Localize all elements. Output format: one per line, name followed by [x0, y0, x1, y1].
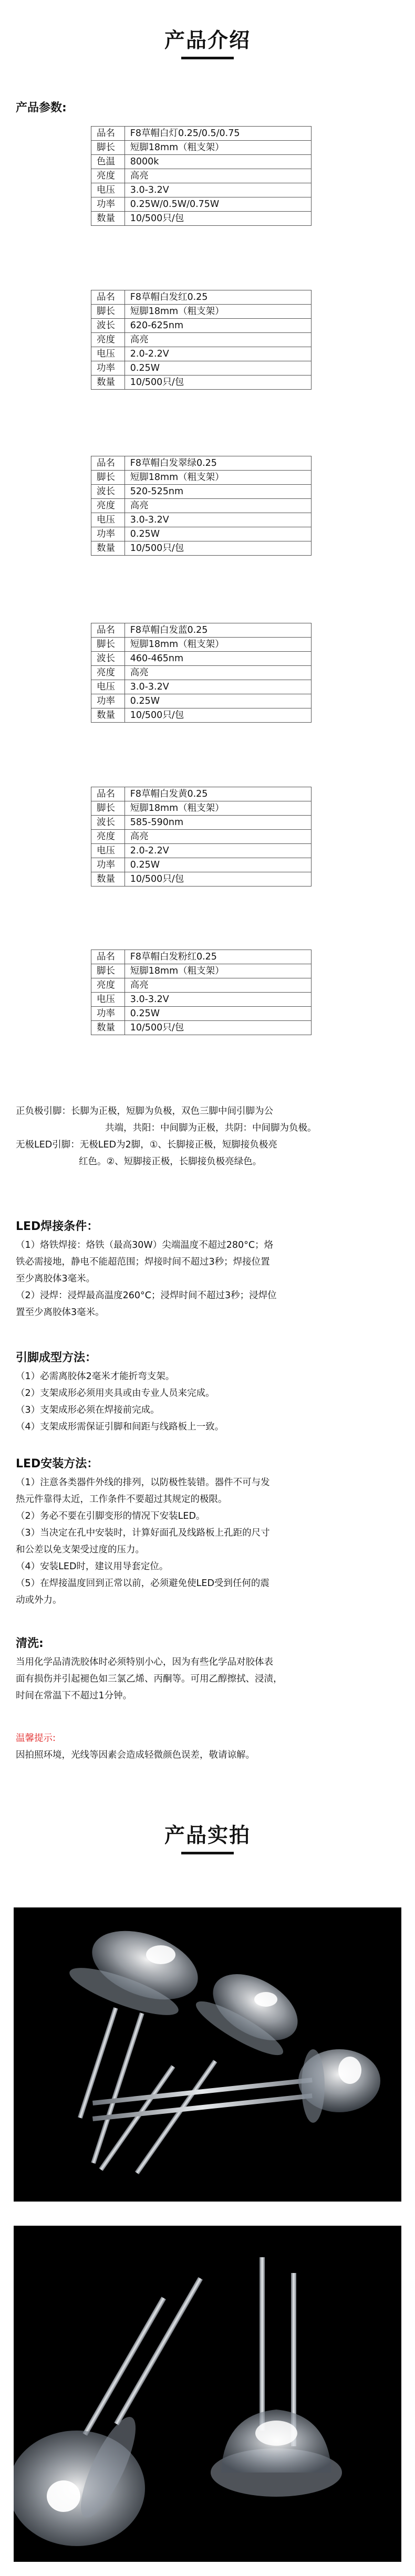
- spec-row: [91, 964, 312, 978]
- spec-key: 脚长: [91, 638, 125, 652]
- spec-value: 10/500只/包: [124, 376, 311, 390]
- spec-row: [91, 541, 312, 556]
- spec-value: 2.0-2.2V: [124, 844, 311, 858]
- spec-row: [91, 858, 312, 872]
- spec-key: 亮度: [91, 978, 125, 993]
- spec-table-green: [91, 456, 312, 556]
- install-title: LED安装方法：: [16, 1457, 99, 1470]
- spec-row: [91, 708, 312, 723]
- spec-value: 短脚18mm（粗支架）: [124, 141, 311, 155]
- spec-key: 脚长: [91, 964, 125, 978]
- spec-key: 功率: [91, 858, 125, 872]
- spec-value: 8000k: [124, 155, 311, 169]
- spec-key: 数量: [91, 212, 125, 226]
- spec-row: [91, 666, 312, 680]
- spec-key: 波长: [91, 485, 125, 499]
- polarity-line: 红色。②、短脚接正极，长脚接负极亮绿色。: [79, 1156, 262, 1167]
- spec-row: [91, 361, 312, 376]
- title-underline: [181, 1852, 234, 1854]
- spec-row: [91, 787, 312, 801]
- clean-line: 面有损伤并引起褪色如三氯乙烯、丙酮等。可用乙醇擦拭、浸渍，: [16, 1674, 283, 1684]
- spec-row: [91, 652, 312, 666]
- section-title-intro: 产品介绍: [164, 29, 251, 53]
- led-photo-1: [14, 1907, 401, 2202]
- spec-value: 0.25W: [124, 694, 311, 708]
- spec-row: [91, 801, 312, 816]
- install-line: （1）注意各类器件外线的排列，以防极性装错。器件不可与发: [16, 1477, 270, 1488]
- spec-value: 3.0-3.2V: [124, 513, 311, 527]
- spec-row: [91, 950, 312, 964]
- spec-value: 高亮: [124, 169, 311, 183]
- spec-value: 620-625nm: [124, 319, 311, 333]
- spec-row: [91, 471, 312, 485]
- spec-value: F8草帽白发翠绿0.25: [124, 456, 311, 471]
- spec-key: 数量: [91, 541, 125, 556]
- spec-table-blue: [91, 623, 312, 723]
- spec-value: 短脚18mm（粗支架）: [124, 964, 311, 978]
- spec-row: [91, 680, 312, 694]
- spec-value: F8草帽白发蓝0.25: [124, 623, 311, 638]
- spec-value: 3.0-3.2V: [124, 183, 311, 197]
- spec-row: [91, 978, 312, 993]
- spec-key: 电压: [91, 513, 125, 527]
- lead-line: （2）支架成形必须用夹具或由专业人员来完成。: [16, 1388, 215, 1399]
- polarity-line: 无极LED引脚：无极LED为2脚，①、长脚接正极，短脚接负极亮: [16, 1140, 277, 1150]
- spec-value: 10/500只/包: [124, 708, 311, 723]
- spec-value: 0.25W: [124, 1007, 311, 1021]
- spec-key: 电压: [91, 993, 125, 1007]
- install-line: （5）在焊接温度回到正常以前，必须避免使LED受到任何的震: [16, 1578, 269, 1589]
- spec-key: 数量: [91, 708, 125, 723]
- spec-row: [91, 169, 312, 183]
- spec-value: 10/500只/包: [124, 872, 311, 887]
- spec-key: 功率: [91, 694, 125, 708]
- spec-value: F8草帽白发红0.25: [124, 290, 311, 305]
- led-left: [65, 1918, 208, 2164]
- spec-key: 亮度: [91, 830, 125, 844]
- spec-row: [91, 155, 312, 169]
- spec-value: 585-590nm: [124, 816, 311, 830]
- spec-key: 脚长: [91, 801, 125, 816]
- spec-value: 10/500只/包: [124, 541, 311, 556]
- spec-row: [91, 319, 312, 333]
- clean-title: 清洗:: [16, 1637, 44, 1650]
- spec-table-pink: [91, 950, 312, 1035]
- spec-key: 品名: [91, 623, 125, 638]
- install-line: （3）当决定在孔中安装时，计算好面孔及线路板上孔距的尺寸: [16, 1528, 270, 1538]
- spec-key: 色温: [91, 155, 125, 169]
- spec-value: 高亮: [124, 830, 311, 844]
- spec-key: 数量: [91, 1021, 125, 1035]
- product-photo-1: [14, 1907, 401, 2202]
- spec-value: 短脚18mm（粗支架）: [124, 801, 311, 816]
- spec-value: 0.25W: [124, 361, 311, 376]
- spec-value: 高亮: [124, 333, 311, 347]
- spec-row: [91, 127, 312, 141]
- install-line: 热元件靠得太近，工作条件不要超过其规定的极限。: [16, 1494, 227, 1505]
- spec-key: 亮度: [91, 499, 125, 513]
- polarity-notes: [16, 1103, 404, 1170]
- spec-key: 亮度: [91, 169, 125, 183]
- section-title-photos: 产品实拍: [164, 1824, 251, 1848]
- spec-value: 0.25W: [124, 527, 311, 541]
- spec-row: [91, 305, 312, 319]
- spec-key: 功率: [91, 197, 125, 212]
- params-label: 产品参数:: [16, 101, 67, 114]
- spec-row: [91, 694, 312, 708]
- spec-key: 波长: [91, 652, 125, 666]
- spec-value: 460-465nm: [124, 652, 311, 666]
- spec-row: [91, 872, 312, 887]
- spec-row: [91, 844, 312, 858]
- spec-row: [91, 212, 312, 226]
- lead-section: [16, 1349, 404, 1435]
- spec-value: F8草帽白发粉红0.25: [124, 950, 311, 964]
- weld-line: 铁必需接地，静电不能超范围；焊接时间不超过3秒；焊接位置: [16, 1257, 270, 1267]
- spec-key: 亮度: [91, 666, 125, 680]
- spec-key: 波长: [91, 816, 125, 830]
- spec-value: 0.25W: [124, 858, 311, 872]
- spec-row: [91, 333, 312, 347]
- install-line: （4）安装LED时，建议用导套定位。: [16, 1561, 169, 1572]
- led-right: [92, 2049, 380, 2123]
- tip-title: 温馨提示:: [16, 1733, 56, 1744]
- spec-value: 10/500只/包: [124, 1021, 311, 1035]
- spec-row: [91, 830, 312, 844]
- spec-key: 功率: [91, 1007, 125, 1021]
- install-line: （2）务必不要在引脚变形的情况下安装LED。: [16, 1511, 205, 1521]
- clean-line: 时间在常温下不超过1分钟。: [16, 1691, 132, 1701]
- spec-row: [91, 485, 312, 499]
- spec-key: 电压: [91, 680, 125, 694]
- spec-row: [91, 1007, 312, 1021]
- spec-key: 品名: [91, 127, 125, 141]
- spec-key: 品名: [91, 787, 125, 801]
- weld-line: 置至少离胶体3毫米。: [16, 1307, 105, 1318]
- spec-row: [91, 499, 312, 513]
- led-upright: [211, 2257, 342, 2497]
- led-photo-2: [14, 2226, 401, 2562]
- lead-line: （1）必需离胶体2毫米才能折弯支架。: [16, 1371, 175, 1382]
- spec-key: 品名: [91, 456, 125, 471]
- lead-line: （3）支架成形必须在焊接前完成。: [16, 1405, 160, 1415]
- spec-key: 电压: [91, 183, 125, 197]
- lead-line: （4）支架成形需保证引脚和间距与线路板上一致。: [16, 1422, 224, 1432]
- clean-line: 当用化学品清洗胶体时必须特别小心，因为有些化学品对胶体表: [16, 1657, 273, 1667]
- spec-row: [91, 816, 312, 830]
- install-line: 动或外力。: [16, 1595, 62, 1605]
- spec-value: 高亮: [124, 499, 311, 513]
- spec-value: 高亮: [124, 978, 311, 993]
- polarity-line: 共端，共阳：中间脚为正极，共阴：中间脚为负极。: [105, 1123, 317, 1133]
- spec-table-white: [91, 126, 312, 226]
- spec-row: [91, 290, 312, 305]
- weld-line: 至少离胶体3毫米。: [16, 1274, 96, 1284]
- install-line: 和公差以免支架受过度的压力。: [16, 1545, 144, 1555]
- spec-key: 数量: [91, 872, 125, 887]
- spec-key: 脚长: [91, 471, 125, 485]
- spec-value: 520-525nm: [124, 485, 311, 499]
- spec-value: 0.25W/0.5W/0.75W: [124, 197, 311, 212]
- spec-value: F8草帽白发黄0.25: [124, 787, 311, 801]
- tip-line: 因拍照环境，光线等因素会造成轻微颜色误差，敬请谅解。: [16, 1750, 255, 1760]
- spec-row: [91, 183, 312, 197]
- spec-key: 脚长: [91, 141, 125, 155]
- spec-value: 3.0-3.2V: [124, 680, 311, 694]
- spec-key: 波长: [91, 319, 125, 333]
- weld-line: （1）烙铁焊接：烙铁（最高30W）尖端温度不超过280°C；烙: [16, 1240, 274, 1250]
- polarity-line: 正负极引脚：长脚为正极，短脚为负极，双色三脚中间引脚为公: [16, 1106, 273, 1117]
- spec-row: [91, 197, 312, 212]
- weld-line: （2）浸焊：浸焊最高温度260°C；浸焊时间不超过3秒；浸焊位: [16, 1290, 277, 1301]
- spec-row: [91, 141, 312, 155]
- spec-row: [91, 456, 312, 471]
- title-underline: [181, 57, 234, 59]
- spec-row: [91, 623, 312, 638]
- tip-section: [16, 1730, 404, 1764]
- spec-key: 电压: [91, 844, 125, 858]
- spec-row: [91, 513, 312, 527]
- spec-key: 品名: [91, 290, 125, 305]
- lead-title: 引脚成型方法：: [16, 1351, 97, 1364]
- spec-row: [91, 527, 312, 541]
- spec-row: [91, 1021, 312, 1035]
- spec-row: [91, 347, 312, 361]
- spec-value: F8草帽白灯0.25/0.5/0.75: [124, 127, 311, 141]
- led-tilted: [14, 2277, 203, 2546]
- spec-key: 数量: [91, 376, 125, 390]
- spec-key: 功率: [91, 361, 125, 376]
- spec-row: [91, 638, 312, 652]
- product-photo-2: [14, 2226, 401, 2562]
- spec-key: 品名: [91, 950, 125, 964]
- spec-row: [91, 993, 312, 1007]
- weld-section: [16, 1217, 404, 1321]
- spec-table-yellow: [91, 787, 312, 887]
- spec-value: 3.0-3.2V: [124, 993, 311, 1007]
- spec-value: 2.0-2.2V: [124, 347, 311, 361]
- spec-key: 电压: [91, 347, 125, 361]
- spec-value: 10/500只/包: [124, 212, 311, 226]
- spec-table-red: [91, 290, 312, 390]
- install-section: [16, 1455, 404, 1609]
- spec-key: 亮度: [91, 333, 125, 347]
- weld-title: LED焊接条件：: [16, 1220, 99, 1233]
- spec-value: 短脚18mm（粗支架）: [124, 471, 311, 485]
- spec-key: 功率: [91, 527, 125, 541]
- spec-value: 高亮: [124, 666, 311, 680]
- spec-key: 脚长: [91, 305, 125, 319]
- clean-section: [16, 1634, 404, 1704]
- spec-row: [91, 376, 312, 390]
- spec-value: 短脚18mm（粗支架）: [124, 638, 311, 652]
- spec-value: 短脚18mm（粗支架）: [124, 305, 311, 319]
